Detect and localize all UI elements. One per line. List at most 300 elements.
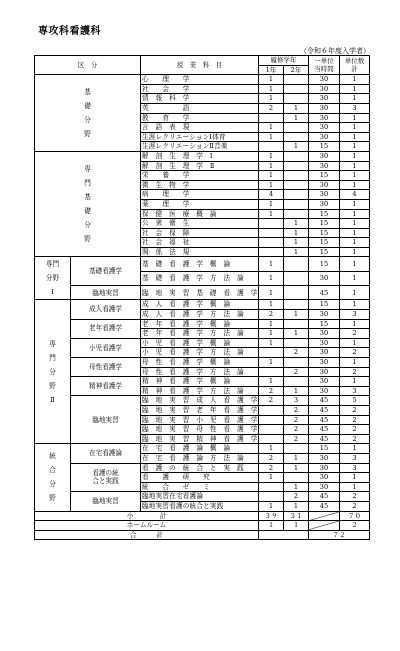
year1-cell: [259, 247, 284, 257]
section-togo-char: 統: [49, 452, 56, 461]
subject-cell: 病 理 学: [141, 190, 259, 200]
year1-cell: 1: [259, 94, 284, 104]
credits-cell: 3: [340, 103, 370, 113]
unit-hours-cell: 30: [309, 271, 340, 285]
year2-cell: [284, 94, 309, 104]
unit-hours-cell: 30: [309, 386, 340, 396]
subject-cell: 社 会 保 障: [141, 228, 259, 238]
subject-cell: 栄 養 学: [141, 171, 259, 181]
subject-cell: 在 宅 看 護 論 概 論: [141, 444, 259, 454]
unit-hours-cell: 45: [309, 406, 340, 416]
section-senmon-kiso-char: 門: [84, 179, 91, 188]
year1-cell: [259, 425, 284, 435]
year2-cell: 2: [284, 425, 309, 435]
year2-cell: [284, 151, 309, 161]
curriculum-table: [34, 55, 370, 540]
unit-hours-cell: 30: [309, 482, 340, 492]
unit-hours-cell: 15: [309, 209, 340, 219]
group-kiso-kango: 基礎看護学: [71, 257, 141, 286]
subtotal-year2: ３１: [284, 511, 309, 521]
subject-cell: 情 報 科 学: [141, 94, 259, 104]
section-senmon-2-char: 門: [49, 353, 56, 362]
unit-hours-cell: 15: [309, 238, 340, 248]
year1-cell: 1: [259, 338, 284, 348]
year1-cell: 4: [259, 190, 284, 200]
header-unit-hours-line2: 当時間: [314, 65, 334, 74]
year1-cell: 1: [259, 84, 284, 94]
unit-hours-cell: 30: [309, 199, 340, 209]
credits-cell: 1: [340, 377, 370, 387]
group-shoni: 小児看護学: [71, 338, 141, 357]
credits-cell: 1: [340, 94, 370, 104]
year1-cell: [259, 434, 284, 444]
year2-cell: 2: [284, 434, 309, 444]
table-row: [35, 300, 370, 310]
year2-cell: [284, 209, 309, 219]
year1-cell: 1: [259, 75, 284, 85]
unit-hours-cell: 45: [309, 415, 340, 425]
year2-cell: [284, 271, 309, 285]
unit-hours-cell: 30: [309, 103, 340, 113]
year2-cell: 1: [284, 329, 309, 339]
year2-cell: 1: [284, 463, 309, 473]
subject-cell: 臨 地 実 習 母 性 看 護 学: [142, 425, 258, 434]
section-togo: [35, 444, 71, 511]
subject-cell: 言 語 表 現: [141, 123, 259, 133]
year2-cell: 1: [284, 142, 309, 152]
credits-cell: 4: [340, 190, 370, 200]
unit-hours-cell: 30: [309, 310, 340, 320]
unit-hours-cell: 30: [309, 358, 340, 368]
year2-cell: 3: [284, 396, 309, 406]
group-togo-jissen-line2: 合と実践: [92, 477, 119, 486]
unit-hours-cell: 15: [309, 444, 340, 454]
year1-cell: [259, 492, 284, 502]
year1-cell: 1: [259, 286, 284, 300]
subject-cell: 教 育 学: [141, 113, 259, 123]
grand-total-label: 合 計: [35, 530, 259, 540]
year2-cell: 1: [284, 453, 309, 463]
subject-cell: 臨 地 実 習 老 年 看 護 学: [142, 406, 258, 414]
unit-hours-cell: 30: [309, 180, 340, 190]
section-togo-char: 野: [49, 494, 56, 503]
table-row: [35, 75, 370, 85]
section-senmon-2: [35, 300, 71, 444]
unit-hours-cell: 30: [309, 367, 340, 377]
year1-cell: 1: [259, 358, 284, 368]
year2-cell: 1: [284, 219, 309, 229]
unit-hours-cell: 30: [309, 75, 340, 85]
year1-cell: 1: [259, 151, 284, 161]
unit-hours-cell: 30: [309, 348, 340, 358]
credits-cell: 1: [340, 180, 370, 190]
section-togo-char: 合: [49, 466, 56, 475]
credits-cell: 1: [340, 113, 370, 123]
credits-cell: 2: [340, 367, 370, 377]
group-rinchi-3: 臨地実習: [71, 492, 141, 511]
credits-cell: 3: [340, 386, 370, 396]
year2-cell: [284, 286, 309, 300]
year1-cell: 2: [259, 310, 284, 320]
year2-cell: [284, 338, 309, 348]
year2-cell: 1: [284, 310, 309, 320]
credits-cell: 1: [340, 271, 370, 285]
subject-cell: 看 護 研 究: [141, 473, 259, 483]
table-row: [35, 338, 370, 348]
homeroom-hours-empty: [309, 521, 340, 531]
year2-cell: 1: [284, 501, 309, 511]
section-kiso-char: 分: [84, 116, 91, 125]
year2-cell: [284, 75, 309, 85]
credits-cell: 2: [340, 434, 370, 444]
credits-cell: 1: [340, 319, 370, 329]
credits-cell: 1: [340, 228, 370, 238]
credits-cell: 1: [340, 444, 370, 454]
year1-cell: 1: [259, 180, 284, 190]
table-row: [35, 377, 370, 387]
subject-cell: 母 性 看 護 学 方 法 論: [141, 367, 259, 377]
group-ronen: 老年看護学: [71, 319, 141, 338]
unit-hours-cell: 30: [309, 132, 340, 142]
year1-cell: 2: [259, 103, 284, 113]
homeroom-year1: １: [259, 521, 284, 531]
subject-cell: 公 衆 衛 生: [141, 219, 259, 229]
credits-cell: 1: [340, 286, 370, 300]
table-row: [35, 286, 370, 300]
credits-cell: 2: [340, 492, 370, 502]
credits-cell: 1: [340, 123, 370, 133]
subject-cell: 統 合 ゼ ミ: [141, 482, 259, 492]
year1-cell: 1: [259, 171, 284, 181]
credits-cell: 1: [340, 473, 370, 483]
year2-cell: 2: [284, 415, 309, 425]
year1-cell: 1: [259, 501, 284, 511]
section-senmon-kiso-char: 基: [84, 193, 91, 202]
year1-cell: 1: [259, 199, 284, 209]
unit-hours-cell: 30: [309, 190, 340, 200]
subject-cell: 基 礎 看 護 学 方 法 論: [141, 271, 259, 285]
year2-cell: 2: [284, 492, 309, 502]
subject-cell: 看 護 の 統 合 と 実 践: [141, 463, 259, 473]
unit-hours-cell: 45: [309, 425, 340, 435]
section-kiso: [35, 75, 141, 152]
unit-hours-cell: 30: [309, 123, 340, 133]
year2-cell: [284, 123, 309, 133]
credits-cell: 1: [340, 161, 370, 171]
unit-hours-cell: 15: [309, 219, 340, 229]
unit-hours-cell: 15: [309, 257, 340, 271]
subject-cell: 微 生 物 学: [141, 180, 259, 190]
homeroom-label: ホームルーム: [35, 521, 259, 531]
unit-hours-cell: 45: [309, 492, 340, 502]
subtotal-year1: ３９: [259, 511, 284, 521]
unit-hours-cell: 30: [309, 453, 340, 463]
subject-cell: 心 理 学: [141, 75, 259, 85]
year1-cell: 1: [259, 319, 284, 329]
subject-cell: 臨 地 実 習 基 礎 看 護 学: [141, 286, 259, 300]
credits-cell: 2: [340, 348, 370, 358]
unit-hours-cell: 30: [309, 161, 340, 171]
credits-cell: 1: [340, 238, 370, 248]
year2-cell: 2: [284, 367, 309, 377]
section-senmon-kiso-char: 分: [84, 221, 91, 230]
year1-cell: 1: [259, 473, 284, 483]
unit-hours-cell: 30: [309, 151, 340, 161]
year1-cell: [259, 238, 284, 248]
subject-cell: 英 語: [141, 103, 259, 113]
year1-cell: 1: [259, 257, 284, 271]
header-unit-hours-line1: 一単位: [314, 56, 334, 65]
year2-cell: 1: [284, 113, 309, 123]
section-senmon-kiso-char: 野: [84, 235, 91, 244]
year1-cell: 1: [259, 161, 284, 171]
section-senmon-2-char: Ⅱ: [50, 395, 55, 404]
subtotal-row: [35, 511, 370, 521]
subject-cell: 薬 理 学: [141, 199, 259, 209]
header-category: 区 分: [35, 56, 141, 75]
credits-cell: 1: [340, 209, 370, 219]
subject-cell: 解 剖 生 理 学 Ⅰ: [141, 151, 259, 161]
credits-cell: 2: [340, 415, 370, 425]
year1-cell: [259, 415, 284, 425]
credits-cell: 2: [340, 329, 370, 339]
section-senmon-kiso: [35, 151, 141, 257]
subtotal-credits: ７０: [340, 511, 370, 521]
subject-cell: 老 年 看 護 学 概 論: [141, 319, 259, 329]
homeroom-credits: ２: [340, 521, 370, 531]
unit-hours-cell: 15: [309, 247, 340, 257]
year1-cell: 2: [259, 396, 284, 406]
year2-cell: [284, 300, 309, 310]
section-senmon-2-char: 分: [49, 367, 56, 376]
year2-cell: 1: [284, 482, 309, 492]
unit-hours-cell: 30: [309, 338, 340, 348]
credits-cell: 1: [340, 338, 370, 348]
group-togo-jissen: [71, 463, 141, 492]
subject-cell: 基 礎 看 護 学 概 論: [141, 257, 259, 271]
section-senmon-1-char: 専門: [45, 260, 60, 269]
credits-cell: 1: [340, 219, 370, 229]
unit-hours-cell: 45: [309, 396, 340, 406]
year2-cell: [284, 473, 309, 483]
unit-hours-cell: 15: [309, 142, 340, 152]
credits-cell: 3: [340, 453, 370, 463]
year2-cell: [284, 319, 309, 329]
credits-cell: 1: [340, 300, 370, 310]
section-senmon-kiso-char: 礎: [84, 207, 91, 216]
subject-cell: 成 人 看 護 学 概 論: [141, 300, 259, 310]
curriculum-body: [35, 75, 370, 540]
group-togo-jissen-line1: 看護の統: [92, 468, 119, 477]
header-credits-line2: 計: [351, 65, 358, 74]
year2-cell: [284, 444, 309, 454]
subject-cell: 保 健 医 療 概 論: [141, 209, 259, 219]
header-year1: 1年: [259, 65, 284, 75]
credits-cell: 1: [340, 482, 370, 492]
subject-cell: 在 宅 看 護 論 方 法 論: [141, 453, 259, 463]
year2-cell: 1: [284, 247, 309, 257]
year1-cell: 1: [259, 123, 284, 133]
group-rinchi-1: 臨地実習: [71, 286, 141, 300]
subject-cell: 臨地実習在宅看護論: [141, 492, 259, 502]
year1-cell: [259, 219, 284, 229]
credits-cell: 1: [340, 132, 370, 142]
year1-cell: 1: [259, 271, 284, 285]
year1-cell: 1: [259, 377, 284, 387]
year2-cell: [284, 171, 309, 181]
header-grade-group: 履修学年: [259, 56, 309, 66]
table-row: [35, 444, 370, 454]
header-subject: 授 業 科 目: [141, 56, 259, 75]
table-row: [35, 319, 370, 329]
section-senmon-2-char: 野: [49, 381, 56, 390]
section-kiso-char: 野: [84, 130, 91, 139]
credits-cell: 1: [340, 199, 370, 209]
group-rinchi-2: 臨地実習: [71, 396, 141, 444]
table-row: [35, 257, 370, 271]
group-bosei: 母性看護学: [71, 358, 141, 377]
unit-hours-cell: 15: [309, 300, 340, 310]
year2-cell: 1: [284, 103, 309, 113]
credits-cell: 1: [340, 247, 370, 257]
subject-cell: 臨 地 実 習 小 児 看 護 学: [142, 415, 258, 424]
year2-cell: [284, 180, 309, 190]
table-row: [35, 463, 370, 473]
section-senmon-2-char: 専: [49, 339, 56, 348]
subject-cell: 老 年 看 護 学 方 法 論: [141, 329, 259, 339]
year2-cell: 2: [284, 348, 309, 358]
year1-cell: [259, 406, 284, 416]
credits-cell: 1: [340, 84, 370, 94]
table-row: [35, 492, 370, 502]
year1-cell: 1: [259, 444, 284, 454]
unit-hours-cell: 30: [309, 84, 340, 94]
credits-cell: 3: [340, 463, 370, 473]
page-title: 専攻科看護科: [38, 26, 101, 37]
subject-cell: 社 会 学: [141, 84, 259, 94]
homeroom-row: [35, 521, 370, 531]
year1-cell: 2: [259, 386, 284, 396]
year1-cell: [259, 113, 284, 123]
subject-cell: 成 人 看 護 学 方 法 論: [141, 310, 259, 320]
group-seishin: 精神看護学: [71, 377, 141, 396]
year2-cell: 1: [284, 228, 309, 238]
subject-cell: 生涯レクリエーションⅠ体育: [141, 132, 259, 142]
year1-cell: 1: [259, 329, 284, 339]
year1-cell: 1: [259, 132, 284, 142]
table-row: [35, 396, 370, 406]
group-zaitaku: 在宅看護論: [71, 444, 141, 463]
year1-cell: 2: [259, 453, 284, 463]
group-seijin: 成人看護学: [71, 300, 141, 319]
subject-cell: 精 神 看 護 学 概 論: [141, 377, 259, 387]
header-credits: [340, 56, 370, 75]
credits-cell: 2: [340, 501, 370, 511]
table-row: [35, 358, 370, 368]
year2-cell: [284, 132, 309, 142]
credits-cell: 2: [340, 425, 370, 435]
credits-cell: 2: [340, 406, 370, 416]
year2-cell: 2: [284, 406, 309, 416]
section-senmon-1-char: 分野: [45, 274, 60, 283]
credits-cell: 1: [340, 151, 370, 161]
subject-cell: 関 係 法 規: [141, 247, 259, 257]
year1-cell: 1: [259, 300, 284, 310]
year2-cell: [284, 257, 309, 271]
year1-cell: [259, 142, 284, 152]
header-unit-hours: [309, 56, 340, 75]
year2-cell: [284, 161, 309, 171]
subtotal-hours-empty: [309, 511, 340, 521]
year2-cell: [284, 358, 309, 368]
subject-cell: 解 剖 生 理 学 Ⅱ: [141, 161, 259, 171]
grand-total-years-empty: [259, 530, 309, 540]
section-togo-char: 分: [49, 480, 56, 489]
credits-cell: 5: [340, 396, 370, 406]
credits-cell: 1: [340, 358, 370, 368]
unit-hours-cell: 30: [309, 463, 340, 473]
credits-cell: 1: [340, 75, 370, 85]
unit-hours-cell: 45: [309, 501, 340, 511]
unit-hours-cell: 45: [309, 434, 340, 444]
year1-cell: 2: [259, 463, 284, 473]
year2-cell: [284, 190, 309, 200]
unit-hours-cell: 15: [309, 228, 340, 238]
year2-cell: [284, 199, 309, 209]
subject-cell: 小 児 看 護 学 概 論: [141, 338, 259, 348]
credits-cell: 1: [340, 142, 370, 152]
subject-cell: 臨 地 実 習 精 神 看 護 学: [142, 434, 258, 443]
homeroom-year2: １: [284, 521, 309, 531]
year1-cell: [259, 367, 284, 377]
unit-hours-cell: 45: [309, 286, 340, 300]
credits-cell: 3: [340, 310, 370, 320]
section-kiso-char: 礎: [84, 102, 91, 111]
grand-total-credits: ７２: [309, 530, 370, 540]
credits-cell: 1: [340, 171, 370, 181]
header-credits-line1: 単位数: [344, 56, 365, 65]
credits-cell: 1: [340, 257, 370, 271]
year2-cell: 1: [284, 386, 309, 396]
unit-hours-cell: 30: [309, 473, 340, 483]
subject-cell: 母 性 看 護 学 概 論: [141, 358, 259, 368]
section-kiso-char: 基: [84, 88, 91, 97]
unit-hours-cell: 30: [309, 329, 340, 339]
table-row: [35, 151, 370, 161]
unit-hours-cell: 30: [309, 113, 340, 123]
year2-cell: [284, 84, 309, 94]
subject-cell: 生涯レクリエーションⅡ音楽: [141, 142, 259, 152]
subject-cell: 精 神 看 護 学 方 法 論: [141, 386, 259, 396]
unit-hours-cell: 30: [309, 94, 340, 104]
grand-total-row: [35, 530, 370, 540]
year1-cell: [259, 228, 284, 238]
year1-cell: 1: [259, 209, 284, 219]
subject-cell: 社 会 福 祉: [141, 238, 259, 248]
year2-cell: [284, 377, 309, 387]
year2-cell: 1: [284, 238, 309, 248]
section-senmon-1-char: Ⅰ: [51, 288, 54, 297]
unit-hours-cell: 15: [309, 319, 340, 329]
subject-cell: 臨地実習看護の統合と実践: [141, 501, 259, 511]
subject-cell: 小 児 看 護 学 方 法 論: [141, 348, 259, 358]
year1-cell: [259, 482, 284, 492]
year1-cell: [259, 348, 284, 358]
enrollment-year-note: （令和６年度入学者）: [300, 47, 370, 55]
unit-hours-cell: 15: [309, 171, 340, 181]
section-senmon-1: [35, 257, 71, 300]
subtotal-label: 小 計: [35, 511, 259, 521]
